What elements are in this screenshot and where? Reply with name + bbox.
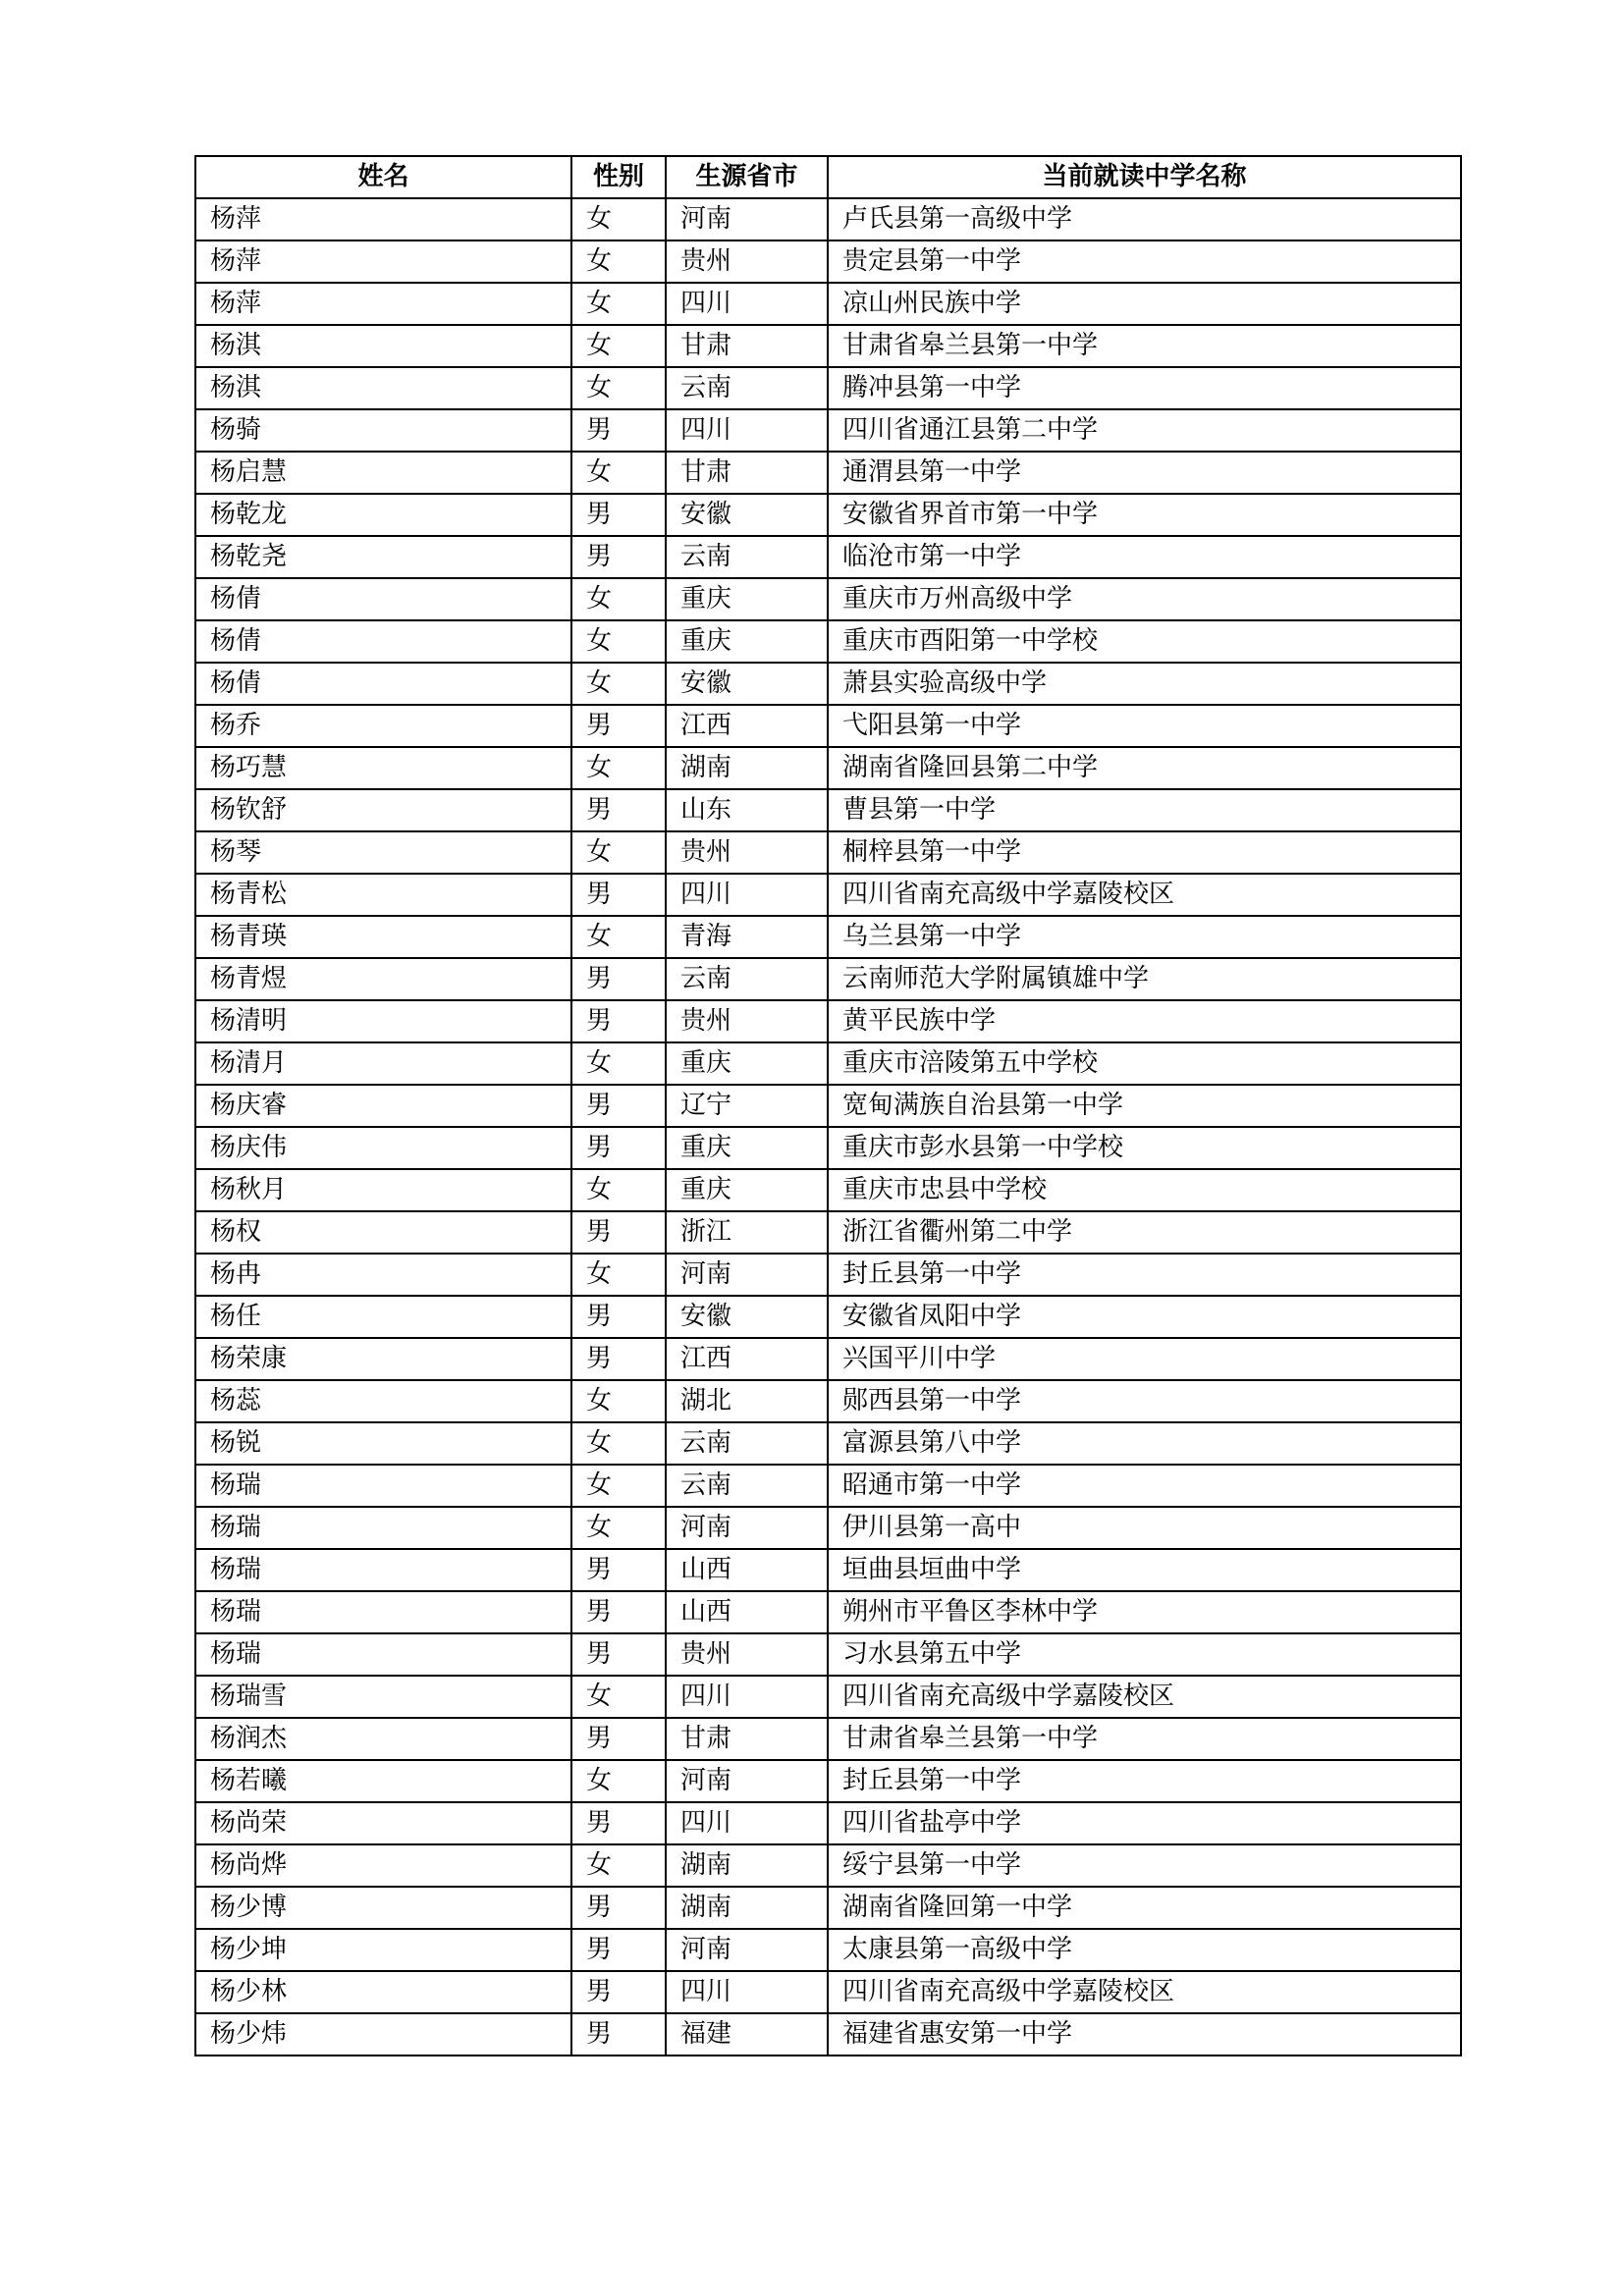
cell-name: 杨荣康 <box>195 1338 571 1380</box>
cell-gender: 男 <box>571 1296 666 1338</box>
cell-province: 云南 <box>666 1465 828 1507</box>
table-row <box>195 452 1461 494</box>
cell-name: 杨锐 <box>195 1422 571 1465</box>
table-row <box>195 663 1461 705</box>
cell-gender: 男 <box>571 1802 666 1844</box>
cell-province: 云南 <box>666 536 828 578</box>
cell-gender: 男 <box>571 1127 666 1169</box>
cell-school: 桐梓县第一中学 <box>828 831 1461 874</box>
cell-school: 黄平民族中学 <box>828 1000 1461 1042</box>
cell-gender: 女 <box>571 1380 666 1422</box>
cell-name: 杨瑞 <box>195 1591 571 1633</box>
table-row <box>195 409 1461 452</box>
cell-school: 垣曲县垣曲中学 <box>828 1549 1461 1591</box>
table-row <box>195 1718 1461 1760</box>
cell-name: 杨庆伟 <box>195 1127 571 1169</box>
cell-name: 杨润杰 <box>195 1718 571 1760</box>
cell-gender: 男 <box>571 2013 666 2056</box>
cell-gender: 女 <box>571 1760 666 1802</box>
table-row <box>195 1211 1461 1254</box>
cell-gender: 女 <box>571 367 666 409</box>
cell-province: 甘肃 <box>666 1718 828 1760</box>
cell-gender: 男 <box>571 536 666 578</box>
cell-gender: 男 <box>571 409 666 452</box>
cell-gender: 女 <box>571 452 666 494</box>
cell-school: 贵定县第一中学 <box>828 240 1461 283</box>
cell-school: 重庆市涪陵第五中学校 <box>828 1042 1461 1085</box>
cell-name: 杨尚荣 <box>195 1802 571 1844</box>
cell-name: 杨蕊 <box>195 1380 571 1422</box>
cell-province: 四川 <box>666 874 828 916</box>
cell-province: 湖南 <box>666 1887 828 1929</box>
header-school: 当前就读中学名称 <box>828 156 1461 198</box>
table-row <box>195 1085 1461 1127</box>
cell-name: 杨乾龙 <box>195 494 571 536</box>
cell-name: 杨冉 <box>195 1254 571 1296</box>
cell-province: 湖北 <box>666 1380 828 1422</box>
cell-name: 杨少坤 <box>195 1929 571 1971</box>
cell-school: 宽甸满族自治县第一中学 <box>828 1085 1461 1127</box>
table-row <box>195 1887 1461 1929</box>
table-header-row <box>195 156 1461 198</box>
cell-gender: 女 <box>571 283 666 325</box>
table-row <box>195 747 1461 789</box>
cell-name: 杨淇 <box>195 367 571 409</box>
cell-school: 云南师范大学附属镇雄中学 <box>828 958 1461 1000</box>
cell-province: 安徽 <box>666 1296 828 1338</box>
cell-school: 封丘县第一中学 <box>828 1254 1461 1296</box>
table-row <box>195 1169 1461 1211</box>
cell-school: 湖南省隆回县第二中学 <box>828 747 1461 789</box>
cell-name: 杨萍 <box>195 283 571 325</box>
cell-gender: 女 <box>571 1254 666 1296</box>
cell-school: 习水县第五中学 <box>828 1633 1461 1676</box>
cell-school: 曹县第一中学 <box>828 789 1461 831</box>
cell-gender: 男 <box>571 1211 666 1254</box>
cell-name: 杨钦舒 <box>195 789 571 831</box>
cell-province: 贵州 <box>666 240 828 283</box>
cell-name: 杨青瑛 <box>195 916 571 958</box>
cell-gender: 女 <box>571 663 666 705</box>
cell-gender: 男 <box>571 1633 666 1676</box>
cell-province: 河南 <box>666 1760 828 1802</box>
cell-gender: 女 <box>571 1465 666 1507</box>
cell-province: 河南 <box>666 1507 828 1549</box>
cell-gender: 男 <box>571 1085 666 1127</box>
cell-school: 四川省通江县第二中学 <box>828 409 1461 452</box>
cell-school: 四川省盐亭中学 <box>828 1802 1461 1844</box>
table-row <box>195 620 1461 663</box>
cell-name: 杨权 <box>195 1211 571 1254</box>
cell-school: 通渭县第一中学 <box>828 452 1461 494</box>
cell-name: 杨尚烨 <box>195 1844 571 1887</box>
cell-school: 甘肃省皋兰县第一中学 <box>828 1718 1461 1760</box>
cell-gender: 男 <box>571 705 666 747</box>
cell-name: 杨少博 <box>195 1887 571 1929</box>
table-row <box>195 1465 1461 1507</box>
cell-gender: 男 <box>571 1718 666 1760</box>
cell-province: 云南 <box>666 958 828 1000</box>
cell-province: 贵州 <box>666 831 828 874</box>
table-row <box>195 1254 1461 1296</box>
cell-province: 山西 <box>666 1549 828 1591</box>
cell-province: 河南 <box>666 1254 828 1296</box>
cell-province: 重庆 <box>666 1169 828 1211</box>
header-province: 生源省市 <box>666 156 828 198</box>
table-row <box>195 240 1461 283</box>
cell-school: 昭通市第一中学 <box>828 1465 1461 1507</box>
cell-name: 杨秋月 <box>195 1169 571 1211</box>
cell-name: 杨青煜 <box>195 958 571 1000</box>
table-row <box>195 1760 1461 1802</box>
cell-name: 杨乾尧 <box>195 536 571 578</box>
cell-school: 萧县实验高级中学 <box>828 663 1461 705</box>
cell-province: 贵州 <box>666 1633 828 1676</box>
cell-school: 绥宁县第一中学 <box>828 1844 1461 1887</box>
cell-name: 杨萍 <box>195 240 571 283</box>
table-row <box>195 1844 1461 1887</box>
table-row <box>195 1676 1461 1718</box>
cell-name: 杨瑞 <box>195 1465 571 1507</box>
cell-province: 河南 <box>666 1929 828 1971</box>
table-row <box>195 1633 1461 1676</box>
cell-name: 杨倩 <box>195 620 571 663</box>
table-row <box>195 1549 1461 1591</box>
cell-school: 封丘县第一中学 <box>828 1760 1461 1802</box>
cell-gender: 男 <box>571 1887 666 1929</box>
table-row <box>195 2013 1461 2056</box>
cell-gender: 女 <box>571 1169 666 1211</box>
cell-school: 朔州市平鲁区李林中学 <box>828 1591 1461 1633</box>
cell-school: 四川省南充高级中学嘉陵校区 <box>828 1971 1461 2013</box>
cell-name: 杨启慧 <box>195 452 571 494</box>
table-row <box>195 367 1461 409</box>
cell-province: 湖南 <box>666 747 828 789</box>
table-row <box>195 578 1461 620</box>
cell-name: 杨任 <box>195 1296 571 1338</box>
cell-province: 甘肃 <box>666 325 828 367</box>
cell-gender: 男 <box>571 789 666 831</box>
table-row <box>195 198 1461 240</box>
cell-province: 江西 <box>666 1338 828 1380</box>
table-row <box>195 705 1461 747</box>
cell-province: 重庆 <box>666 620 828 663</box>
cell-gender: 女 <box>571 1507 666 1549</box>
cell-gender: 女 <box>571 325 666 367</box>
cell-school: 浙江省衢州第二中学 <box>828 1211 1461 1254</box>
cell-province: 安徽 <box>666 494 828 536</box>
header-gender: 性别 <box>571 156 666 198</box>
cell-school: 四川省南充高级中学嘉陵校区 <box>828 1676 1461 1718</box>
table-row <box>195 916 1461 958</box>
cell-gender: 女 <box>571 831 666 874</box>
cell-name: 杨骑 <box>195 409 571 452</box>
table-row <box>195 1591 1461 1633</box>
cell-school: 重庆市万州高级中学 <box>828 578 1461 620</box>
cell-school: 卢氏县第一高级中学 <box>828 198 1461 240</box>
table-row <box>195 1380 1461 1422</box>
table-row <box>195 325 1461 367</box>
table-row <box>195 1422 1461 1465</box>
cell-school: 重庆市酉阳第一中学校 <box>828 620 1461 663</box>
cell-gender: 女 <box>571 916 666 958</box>
cell-gender: 男 <box>571 494 666 536</box>
cell-province: 贵州 <box>666 1000 828 1042</box>
header-name: 姓名 <box>195 156 571 198</box>
cell-gender: 女 <box>571 198 666 240</box>
table-row <box>195 536 1461 578</box>
cell-name: 杨琴 <box>195 831 571 874</box>
cell-province: 福建 <box>666 2013 828 2056</box>
cell-school: 湖南省隆回第一中学 <box>828 1887 1461 1929</box>
cell-name: 杨瑞 <box>195 1507 571 1549</box>
table-row <box>195 283 1461 325</box>
cell-name: 杨瑞 <box>195 1633 571 1676</box>
cell-province: 江西 <box>666 705 828 747</box>
cell-school: 四川省南充高级中学嘉陵校区 <box>828 874 1461 916</box>
cell-gender: 女 <box>571 1844 666 1887</box>
cell-name: 杨倩 <box>195 578 571 620</box>
table-row <box>195 789 1461 831</box>
cell-province: 河南 <box>666 198 828 240</box>
cell-province: 安徽 <box>666 663 828 705</box>
cell-school: 乌兰县第一中学 <box>828 916 1461 958</box>
cell-gender: 女 <box>571 747 666 789</box>
cell-gender: 男 <box>571 1929 666 1971</box>
cell-gender: 男 <box>571 1338 666 1380</box>
cell-gender: 女 <box>571 1422 666 1465</box>
cell-province: 青海 <box>666 916 828 958</box>
cell-school: 太康县第一高级中学 <box>828 1929 1461 1971</box>
cell-gender: 女 <box>571 1042 666 1085</box>
cell-school: 福建省惠安第一中学 <box>828 2013 1461 2056</box>
cell-name: 杨庆睿 <box>195 1085 571 1127</box>
table-row <box>195 1127 1461 1169</box>
cell-name: 杨少林 <box>195 1971 571 2013</box>
cell-gender: 男 <box>571 1971 666 2013</box>
table-row <box>195 874 1461 916</box>
table-row <box>195 1338 1461 1380</box>
cell-school: 重庆市彭水县第一中学校 <box>828 1127 1461 1169</box>
cell-province: 云南 <box>666 1422 828 1465</box>
cell-school: 重庆市忠县中学校 <box>828 1169 1461 1211</box>
cell-name: 杨若曦 <box>195 1760 571 1802</box>
cell-name: 杨少炜 <box>195 2013 571 2056</box>
table-row <box>195 1042 1461 1085</box>
cell-school: 临沧市第一中学 <box>828 536 1461 578</box>
cell-province: 云南 <box>666 367 828 409</box>
cell-gender: 女 <box>571 620 666 663</box>
cell-gender: 女 <box>571 578 666 620</box>
cell-province: 重庆 <box>666 578 828 620</box>
cell-gender: 男 <box>571 874 666 916</box>
cell-province: 山西 <box>666 1591 828 1633</box>
cell-school: 凉山州民族中学 <box>828 283 1461 325</box>
cell-school: 安徽省界首市第一中学 <box>828 494 1461 536</box>
cell-name: 杨萍 <box>195 198 571 240</box>
table-row <box>195 1929 1461 1971</box>
cell-name: 杨青松 <box>195 874 571 916</box>
cell-name: 杨清明 <box>195 1000 571 1042</box>
cell-province: 四川 <box>666 1676 828 1718</box>
cell-name: 杨乔 <box>195 705 571 747</box>
cell-name: 杨淇 <box>195 325 571 367</box>
cell-province: 四川 <box>666 1802 828 1844</box>
cell-name: 杨倩 <box>195 663 571 705</box>
cell-province: 重庆 <box>666 1042 828 1085</box>
table-row <box>195 494 1461 536</box>
cell-province: 四川 <box>666 409 828 452</box>
cell-gender: 男 <box>571 1549 666 1591</box>
cell-province: 甘肃 <box>666 452 828 494</box>
cell-school: 弋阳县第一中学 <box>828 705 1461 747</box>
table-row <box>195 1971 1461 2013</box>
cell-gender: 女 <box>571 240 666 283</box>
cell-name: 杨巧慧 <box>195 747 571 789</box>
cell-province: 浙江 <box>666 1211 828 1254</box>
cell-school: 伊川县第一高中 <box>828 1507 1461 1549</box>
table-row <box>195 1296 1461 1338</box>
cell-school: 甘肃省皋兰县第一中学 <box>828 325 1461 367</box>
cell-province: 重庆 <box>666 1127 828 1169</box>
table-row <box>195 1802 1461 1844</box>
cell-school: 郧西县第一中学 <box>828 1380 1461 1422</box>
table-body <box>195 198 1461 2056</box>
cell-school: 安徽省凤阳中学 <box>828 1296 1461 1338</box>
cell-name: 杨清月 <box>195 1042 571 1085</box>
cell-province: 辽宁 <box>666 1085 828 1127</box>
cell-gender: 男 <box>571 1000 666 1042</box>
table-row <box>195 1000 1461 1042</box>
student-roster-table <box>194 155 1462 2056</box>
cell-gender: 男 <box>571 1591 666 1633</box>
cell-province: 四川 <box>666 1971 828 2013</box>
cell-school: 富源县第八中学 <box>828 1422 1461 1465</box>
cell-province: 四川 <box>666 283 828 325</box>
table-row <box>195 1507 1461 1549</box>
cell-name: 杨瑞 <box>195 1549 571 1591</box>
cell-school: 腾冲县第一中学 <box>828 367 1461 409</box>
cell-gender: 女 <box>571 1676 666 1718</box>
cell-province: 山东 <box>666 789 828 831</box>
cell-school: 兴国平川中学 <box>828 1338 1461 1380</box>
cell-name: 杨瑞雪 <box>195 1676 571 1718</box>
table-row <box>195 958 1461 1000</box>
cell-gender: 男 <box>571 958 666 1000</box>
cell-province: 湖南 <box>666 1844 828 1887</box>
table-row <box>195 831 1461 874</box>
